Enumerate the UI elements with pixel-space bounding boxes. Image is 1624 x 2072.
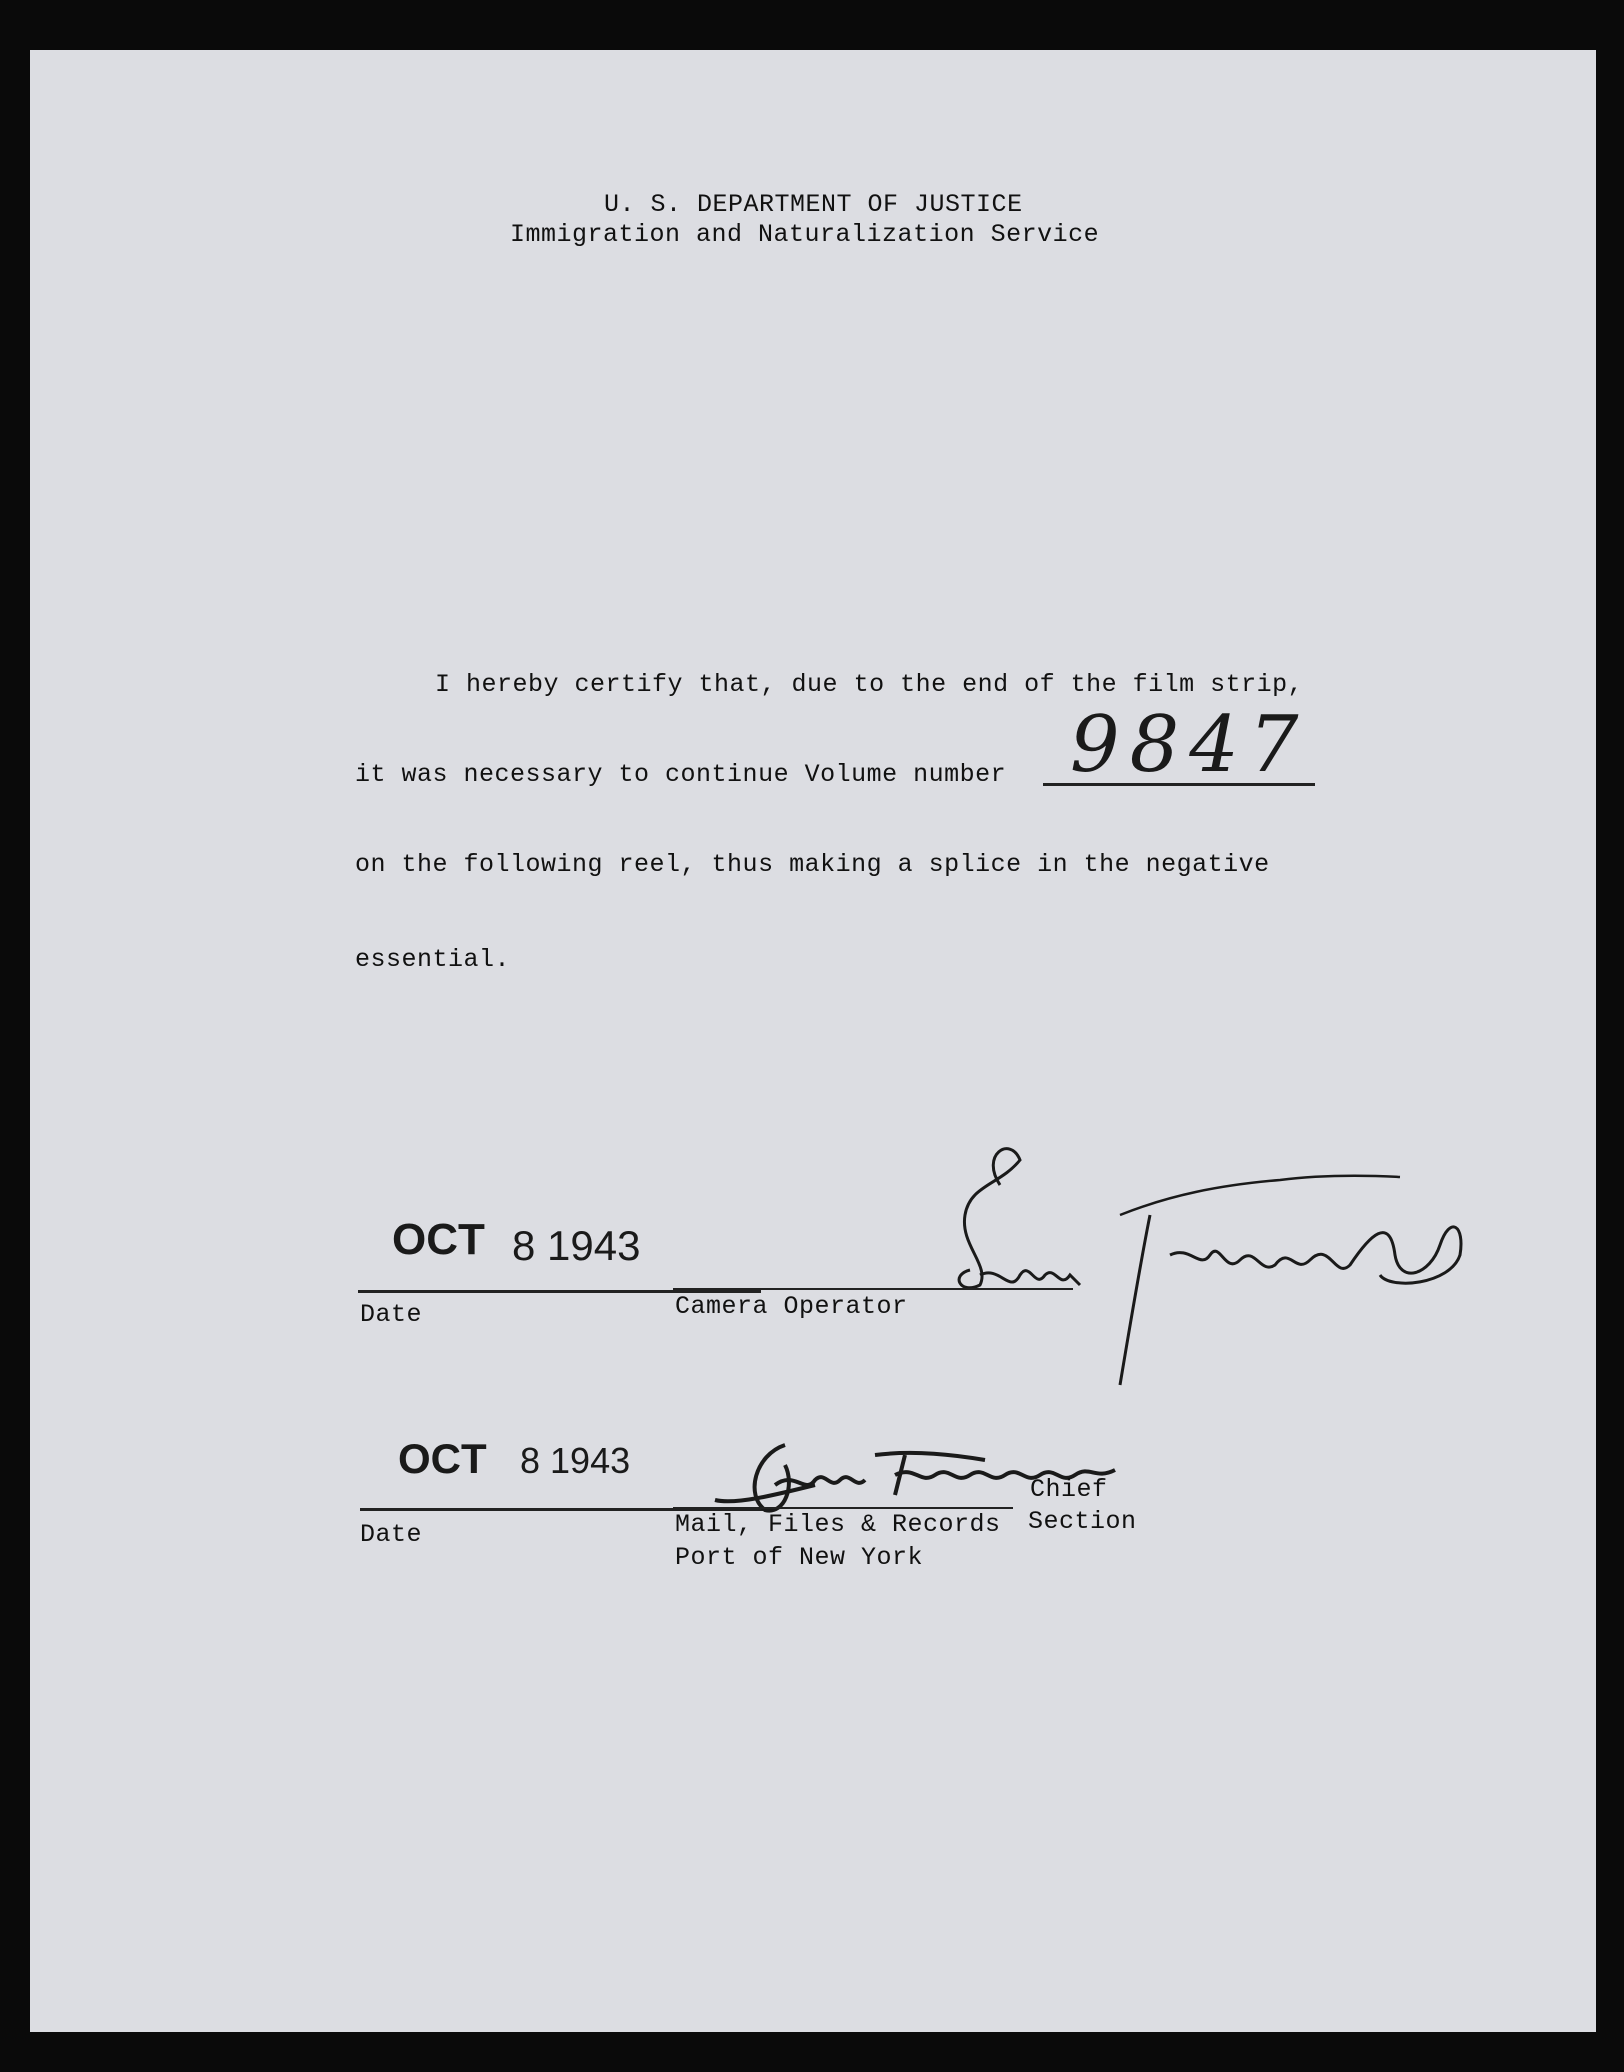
body-line-4: essential. [355,945,511,974]
date-stamp-rest-1: 8 1943 [512,1222,641,1269]
volume-number-handwritten: 9847 [1070,700,1309,790]
mail-files-records-label: Mail, Files & Records [675,1510,1001,1539]
camera-operator-signature [920,1125,1510,1445]
header-service: Immigration and Naturalization Service [510,220,1100,249]
header-department: U. S. DEPARTMENT OF JUSTICE [604,190,1023,219]
body-line-2: it was necessary to continue Volume number [355,760,1007,789]
section-label: Section [1028,1507,1137,1536]
date-stamp-rest-2: 8 1943 [520,1440,631,1481]
camera-operator-label: Camera Operator [675,1292,908,1321]
chief-underline [673,1507,1013,1509]
date-stamp-month-2: OCT [398,1435,487,1482]
date-stamp-month-1: OCT [392,1215,485,1264]
port-label: Port of New York [675,1543,924,1572]
chief-label: Chief [1030,1475,1108,1504]
date-label-2: Date [360,1520,423,1549]
camera-operator-underline [673,1288,1073,1290]
date-label-1: Date [360,1300,423,1329]
body-line-1: I hereby certify that, due to the end of the film strip, [435,670,1304,699]
body-line-3: on the following reel, thus making a splice in the negative [355,850,1270,879]
document-page [30,50,1596,2032]
